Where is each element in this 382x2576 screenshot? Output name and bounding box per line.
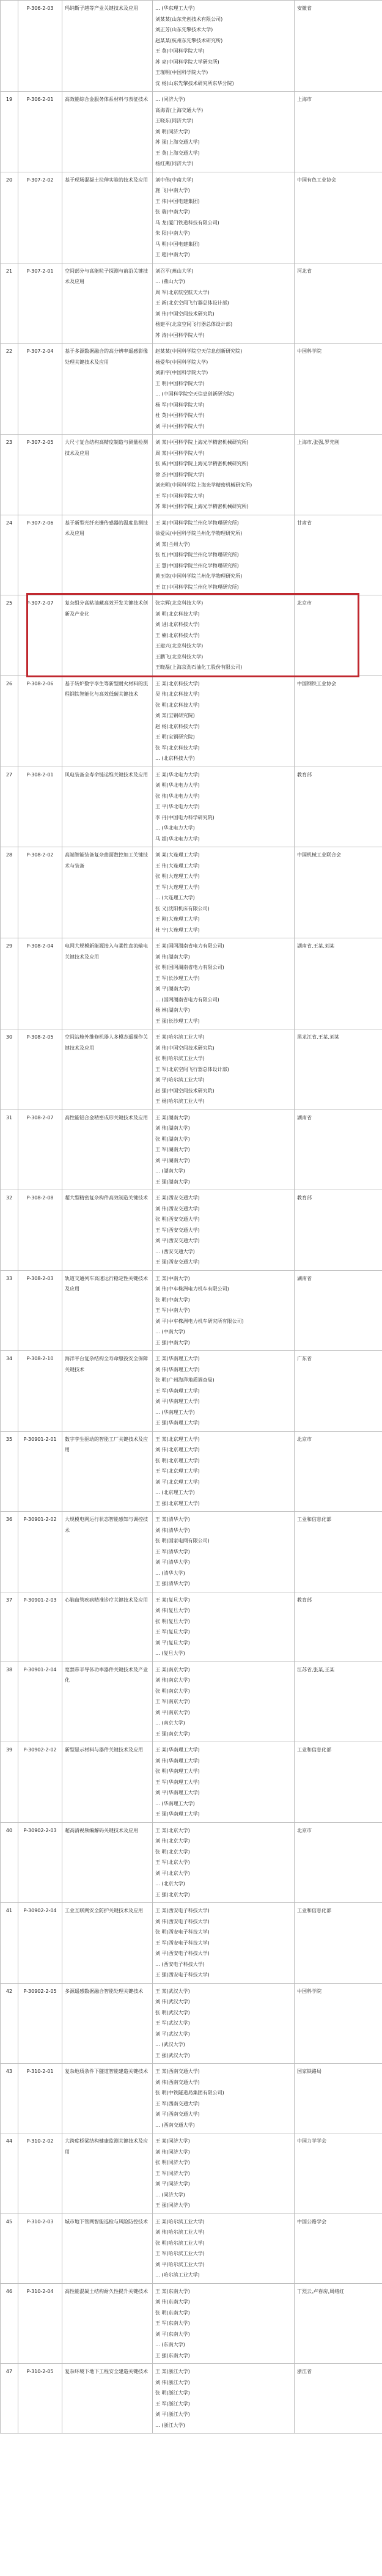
project-code: P-308-2-01 [18,767,62,847]
table-row [1,1431,382,1512]
row-number: 21 [1,263,18,344]
row-number: 27 [1,767,18,847]
row-number: 33 [1,1270,18,1351]
project-code: P-310-2-03 [18,2214,62,2283]
completers-list: 王 某(湖南大学) 刘 伟(湖南大学) 张 明(湖南大学) 王 军(湖南大学) 刘 平(湖南大学) … (湖南大学) 王 强(湖南大学) [153,1110,295,1190]
completers-list: 王 某(中国科学院兰州化学物理研究所) 徐爱民(中国科学院兰州化学物理研究所) 刘 某(兰州大学) 张 红(中国科学院兰州化学物理研究所) 王 慧(中国科学院兰州化学物理研究所) 黄玉铭(中国科学院兰州化学物理研究所) 王 红(中国科学院兰州化学物理研究所) [153,515,295,595]
nominating-unit: 北京市 [295,1431,382,1512]
project-title: 基于现场混凝土拉伸实验的技术及应用 [62,172,153,263]
row-number: 32 [1,1190,18,1271]
project-title: 新型显示材料与器件关键技术及应用 [62,1742,153,1823]
row-number: 34 [1,1351,18,1432]
nominating-unit: 安徽省 [295,1,382,92]
completers-list: 王 某(东南大学) 刘 伟(东南大学) 张 明(东南大学) 王 军(东南大学) 刘 平(东南大学) … (东南大学) 王 强(东南大学) [153,2283,295,2364]
table-row [1,2283,382,2364]
completers-list: … (同济大学) 高海青(上海交通大学) 王晓东(同济大学) 刘 明(同济大学) 苏 强(上海交通大学) 王 英(上海交通大学) 杨红燕(同济大学) [153,92,295,172]
table-row [1,1983,382,2064]
project-title: 宽禁带半导体功率器件关键技术及产业化 [62,1662,153,1742]
nominating-unit: 浙江省 [295,2364,382,2434]
project-code: P-30902-2-02 [18,1742,62,1823]
project-title: 大规模电网运行状态智能感知与调控技术 [62,1512,153,1592]
completers-list: 刘 某(中国科学院上海光学精密机械研究所) 周 某(中国科学院大学) 张 威(中国科学院上海光学精密机械研究所) 徐 杰(中国科学院大学) 刘光明(中国科学院上海光学精密机械研究所) 王 军(中国科学院大学) 苏 翠(中国科学院上海光学精密机械研究所) [153,435,295,515]
project-title: 高端智能装备复杂曲面数控加工关键技术与装备 [62,847,153,938]
table-row [1,2133,382,2214]
row-number: 20 [1,172,18,263]
completers-list: 王 某(国网湖南省电力有限公司) 刘 伟(湖南大学) 张 明(国网湖南省电力有限公司) 王 军(长沙理工大学) 刘 平(湖南大学) … (国网湖南省电力有限公司) 杨 林(湖南大学) 王 强(长沙理工大学) [153,938,295,1029]
completers-list: 王 某(北京大学) 刘 伟(北京大学) 张 明(北京大学) 王 军(北京大学) 刘 平(北京大学) … (北京大学) 王 强(北京大学) [153,1822,295,1903]
project-code: P-310-2-04 [18,2283,62,2364]
nominating-unit: 中国公路学会 [295,2214,382,2283]
row-number: 31 [1,1110,18,1190]
row-number: 25 [1,595,18,676]
table-row [1,595,382,676]
completers-list: 王 某(复旦大学) 刘 伟(复旦大学) 张 明(复旦大学) 王 军(复旦大学) 刘 平(复旦大学) … (复旦大学) [153,1592,295,1662]
completers-list: 刘中伟(中南大学) 施 飞(中南大学) 王 伟(中国电建集团) 张 瑞(中南大学) 马 龙(厦门铁道科技有限公司) 朱 阳(中南大学) 马 明(中国电建集团) 王 超(中南大学) [153,172,295,263]
table-row [1,344,382,435]
nominating-unit: 湖南省 [295,1110,382,1190]
nominating-unit: 中国钢铁工业协会 [295,675,382,767]
row-number: 47 [1,2364,18,2434]
row-number: 30 [1,1029,18,1110]
project-title: 轨道交通列车高速运行稳定性关键技术及应用 [62,1270,153,1351]
row-number: 43 [1,2064,18,2133]
project-code: P-308-2-08 [18,1190,62,1271]
project-title: 工业互联网安全防护关键技术及应用 [62,1903,153,1984]
project-title: 风电装备全寿命链运维关键技术及应用 [62,767,153,847]
table-row [1,938,382,1029]
table-row [1,1512,382,1592]
project-title: 基于新型光纤光栅传感器的温度监测技术及应用 [62,515,153,595]
project-code: P-30902-2-04 [18,1903,62,1984]
project-title: 多源遥感数据融合智能处理关键技术 [62,1983,153,2064]
nominating-unit: 湖南省 [295,1270,382,1351]
row-number: 22 [1,344,18,435]
project-code: P-30902-2-05 [18,1983,62,2064]
table-row [1,515,382,595]
project-title: 空间站舱外维修机器人多模态遥操作关键技术及应用 [62,1029,153,1110]
table-row [1,1270,382,1351]
nominating-unit: 教育部 [295,1190,382,1271]
project-code: P-30901-2-03 [18,1592,62,1662]
nominating-unit: 中国科学院 [295,344,382,435]
project-title: 城市地下管网智能巡检与风险防控技术 [62,2214,153,2283]
project-code: P-310-2-02 [18,2133,62,2214]
table-row [1,1029,382,1110]
row-number: 38 [1,1662,18,1742]
row-number: 41 [1,1903,18,1984]
project-code: P-30901-2-04 [18,1662,62,1742]
completers-list: 王 某(华南理工大学) 刘 伟(华南理工大学) 张 明(华南理工大学) 王 军(华南理工大学) 刘 平(华南理工大学) … (华南理工大学) 王 强(华南理工大学) [153,1742,295,1823]
nominating-unit: 上海市 [295,92,382,172]
table-row [1,2364,382,2434]
completers-list: 王 某(北京理工大学) 刘 伟(北京理工大学) 张 明(北京理工大学) 王 军(北京理工大学) 刘 平(北京理工大学) … (北京理工大学) 王 强(北京理工大学) [153,1431,295,1512]
project-title: 复杂环境下地下工程安全建造关键技术 [62,2364,153,2434]
project-title: 电网大规模新能源接入与柔性直流输电关键技术及应用 [62,938,153,1029]
project-title: 高效能综合金服务体系材料与表征技术 [62,92,153,172]
nominating-unit: 丁烈云,卢春房,周绪红 [295,2283,382,2364]
table-row [1,92,382,172]
table-row [1,1742,382,1823]
row-number: 42 [1,1983,18,2064]
completers-list: 王 某(北京科技大学) 吴 伟(北京科技大学) 张 明(北京科技大学) 刘 某(宝钢研究院) 赵 杨(北京科技大学) 王 明(宝钢研究院) 张 军(北京科技大学) … (北京科技大学) [153,675,295,767]
row-number [1,1,18,92]
completers-list: 王 某(南京大学) 刘 伟(南京大学) 张 明(南京大学) 王 军(南京大学) 刘 平(南京大学) … (南京大学) 王 强(南京大学) [153,1662,295,1742]
table-row [1,847,382,938]
row-number: 37 [1,1592,18,1662]
project-code: P-30902-2-03 [18,1822,62,1903]
project-code: P-307-2-04 [18,344,62,435]
nominating-unit: 教育部 [295,767,382,847]
project-title: 高性能混凝土结构耐久性提升关键技术 [62,2283,153,2364]
nominating-unit: 黑龙江省,王某,刘某 [295,1029,382,1110]
table-row [1,1903,382,1984]
project-code: P-306-2-03 [18,1,62,92]
completers-list: 王 某(武汉大学) 刘 伟(武汉大学) 张 明(武汉大学) 王 军(武汉大学) 刘 平(武汉大学) … (武汉大学) 王 强(武汉大学) [153,1983,295,2064]
completers-list: 王 某(华南理工大学) 刘 伟(华南理工大学) 张 明(广州海洋地质调查局) 王 军(华南理工大学) 刘 平(华南理工大学) … (华南理工大学) 王 强(华南理工大学) [153,1351,295,1432]
project-code: P-307-2-07 [18,595,62,676]
project-code: P-307-2-06 [18,515,62,595]
completers-list: 王 某(中南大学) 刘 伟(中车株洲电力机车有限公司) 张 明(中南大学) 王 军(中南大学) 刘 平(中车株洲电力机车研究所有限公司) … (中南大学) 王 强(中南大学) [153,1270,295,1351]
project-code: P-307-2-01 [18,263,62,344]
project-code: P-310-2-05 [18,2364,62,2434]
table-row [1,435,382,515]
table-row [1,1110,382,1190]
project-title: 高性能铝合金精密成形关键技术及应用 [62,1110,153,1190]
completers-list: 王 某(西安电子科技大学) 刘 伟(西安电子科技大学) 张 明(西安电子科技大学) 王 军(西安电子科技大学) 刘 平(西安电子科技大学) … (西安电子科技大学) 王 强(西安电子科技大学) [153,1903,295,1984]
project-code: P-306-2-01 [18,92,62,172]
row-number: 44 [1,2133,18,2214]
nominating-unit: 上海市,张强,罗先刚 [295,435,382,515]
nominating-unit: 中国有色工业协会 [295,172,382,263]
nominating-unit: 河北省 [295,263,382,344]
row-number: 26 [1,675,18,767]
nominating-unit: 甘肃省 [295,515,382,595]
completers-list: 张宗辉(北京科技大学) 刘 明(北京科技大学) 刘 进(北京科技大学) 王 楠(北京科技大学) 王建兴(北京科技大学) 王鹏飞(北京科技大学) 王晓磊(上海京劲石油化工股份有限公司) [153,595,295,676]
nominating-unit: 江苏省,张某,王某 [295,1662,382,1742]
table-row [1,1190,382,1271]
project-title: 玛纳斯子越等产业关键技术及应用 [62,1,153,92]
nominating-unit: 北京市 [295,595,382,676]
project-code: P-307-2-02 [18,172,62,263]
project-code: P-308-2-07 [18,1110,62,1190]
project-title: 海洋平台复杂结构全寿命服役安全保障关键技术 [62,1351,153,1432]
completers-list: 王 某(哈尔滨工业大学) 刘 伟(中国空间技术研究院) 张 明(哈尔滨工业大学) 王 军(北京空间飞行器总体设计部) 刘 平(哈尔滨工业大学) 赵 强(中国空间技术研究院) 王 杨(哈尔滨工业大学) [153,1029,295,1110]
table-row [1,767,382,847]
nominating-unit: 教育部 [295,1592,382,1662]
completers-list: 刘召平(燕山大学) … (燕山大学) 周 军(北京航空航天大学) 王 新(北京空间飞行器总体设计部) 刘 伟(中国空间技术研究院) 杨建平(北京空间飞行器总体设计部) 苏 涛(中国科学院大学) [153,263,295,344]
table-row [1,1822,382,1903]
row-number: 39 [1,1742,18,1823]
nominating-unit: 工业和信息化部 [295,1742,382,1823]
completers-list: 王 某(同济大学) 刘 伟(同济大学) 张 明(同济大学) 王 军(同济大学) 刘 平(同济大学) … (同济大学) 王 强(同济大学) [153,2133,295,2214]
project-title: 数字孪生驱动的智能工厂关键技术及应用 [62,1431,153,1512]
table-row [1,2214,382,2283]
project-code: P-308-2-06 [18,675,62,767]
row-number: 35 [1,1431,18,1512]
project-code: P-307-2-05 [18,435,62,515]
project-title: 大跨度桥梁结构健康监测关键技术及应用 [62,2133,153,2214]
completers-list: 刘 某(大连理工大学) 王 伟(大连理工大学) 张 明(大连理工大学) 王 军(大连理工大学) … (大连理工大学) 张 义(沈阳机床有限公司) 王 刚(大连理工大学) 杜 宁(大连理工大学) [153,847,295,938]
row-number: 40 [1,1822,18,1903]
project-code: P-308-2-03 [18,1270,62,1351]
table-row [1,1,382,92]
completers-list: … (华东理工大学) 刘某某(山东先创技术有限公司) 刘正芳(山东先擎技术大学) 赵某某(杭州东先擎技术研究所) 王 莫(中国科学院大学) 苏 亮(中国科学院大学研究所) 王瑾明(中国科学院大学) 沈 杨(山东先擎技术研究所东华分院) [153,1,295,92]
project-title: 复杂地质条件下隧道智能建造关键技术 [62,2064,153,2133]
project-code: P-310-2-01 [18,2064,62,2133]
completers-list: 王 某(浙江大学) 刘 伟(浙江大学) 张 明(浙江大学) 王 军(浙江大学) 刘 平(浙江大学) … (浙江大学) [153,2364,295,2434]
nominating-unit: 中国力学学会 [295,2133,382,2214]
project-title: 空间部分与高能粒子探测与前沿关键技术及应用 [62,263,153,344]
table-row [1,1592,382,1662]
table-row [1,1351,382,1432]
project-title: 大尺寸复合结构高精度制造与测量检测技术及应用 [62,435,153,515]
nominating-unit: 中国机械工业联合会 [295,847,382,938]
project-code: P-308-2-05 [18,1029,62,1110]
row-number: 28 [1,847,18,938]
table-row [1,1662,382,1742]
nominating-unit: 湖南省,王某,刘某 [295,938,382,1029]
project-title: 复杂组分高粘油藏高效开发关键技术创新及产业化 [62,595,153,676]
row-number: 19 [1,92,18,172]
project-code: P-308-2-04 [18,938,62,1029]
table-row [1,2064,382,2133]
row-number: 29 [1,938,18,1029]
project-code: P-308-2-10 [18,1351,62,1432]
project-title: 心脑血管疾病精准诊疗关键技术及应用 [62,1592,153,1662]
table-row [1,263,382,344]
project-title: 超大型精密复杂构件高效制造关键技术 [62,1190,153,1271]
project-title: 超高清视频编解码关键技术及应用 [62,1822,153,1903]
row-number: 24 [1,515,18,595]
nominating-unit: 北京市 [295,1822,382,1903]
project-title: 基于多源数据融合的高分辨率遥感影像处理关键技术及应用 [62,344,153,435]
project-code: P-30901-2-02 [18,1512,62,1592]
nominating-unit: 工业和信息化部 [295,1512,382,1592]
row-number: 45 [1,2214,18,2283]
project-code: P-30901-2-01 [18,1431,62,1512]
nominating-unit: 国家铁路局 [295,2064,382,2133]
nominating-unit: 广东省 [295,1351,382,1432]
row-number: 36 [1,1512,18,1592]
row-number: 46 [1,2283,18,2364]
nominating-unit: 工业和信息化部 [295,1903,382,1984]
completers-list: 王 某(西南交通大学) 刘 伟(西南交通大学) 张 明(中铁隧道局集团有限公司) 王 军(西南交通大学) 刘 平(西南交通大学) … (西南交通大学) [153,2064,295,2133]
completers-list: 王 某(哈尔滨工业大学) 刘 伟(哈尔滨工业大学) 张 明(哈尔滨工业大学) 王 军(哈尔滨工业大学) 刘 平(哈尔滨工业大学) … (哈尔滨工业大学) [153,2214,295,2283]
table-row [1,675,382,767]
completers-list: 王 某(清华大学) 刘 伟(清华大学) 张 明(国家电网有限公司) 王 军(清华大学) 刘 平(清华大学) … (清华大学) 王 强(清华大学) [153,1512,295,1592]
completers-list: 王 某(华北电力大学) 刘 明(华北电力大学) 张 伟(华北电力大学) 王 平(华北电力大学) 李 丹(中国电力科学研究院) … (华北电力大学) 马 超(华北电力大学) [153,767,295,847]
row-number: 23 [1,435,18,515]
completers-list: 赵某某(中国科学院空天信息创新研究院) 杨爱华(中国科学院大学) 刘新宇(中国科学院大学) 王 明(中国科学院大学) … (中国科学院空天信息创新研究院) 杨 军(中国科学院大学) 杜 英(中国科学院大学) 刘 平(中国科学院大学) [153,344,295,435]
project-title: 基于转炉数字孪生等新型耐火材料的流程钢铁智能化与高效低碳关键技术 [62,675,153,767]
completers-list: 王 某(西安交通大学) 刘 伟(西安交通大学) 张 明(西安交通大学) 王 军(西安交通大学) 刘 平(西安交通大学) … (西安交通大学) 王 强(西安交通大学) [153,1190,295,1271]
table-row [1,172,382,263]
nominating-unit: 中国科学院 [295,1983,382,2064]
project-code: P-308-2-02 [18,847,62,938]
